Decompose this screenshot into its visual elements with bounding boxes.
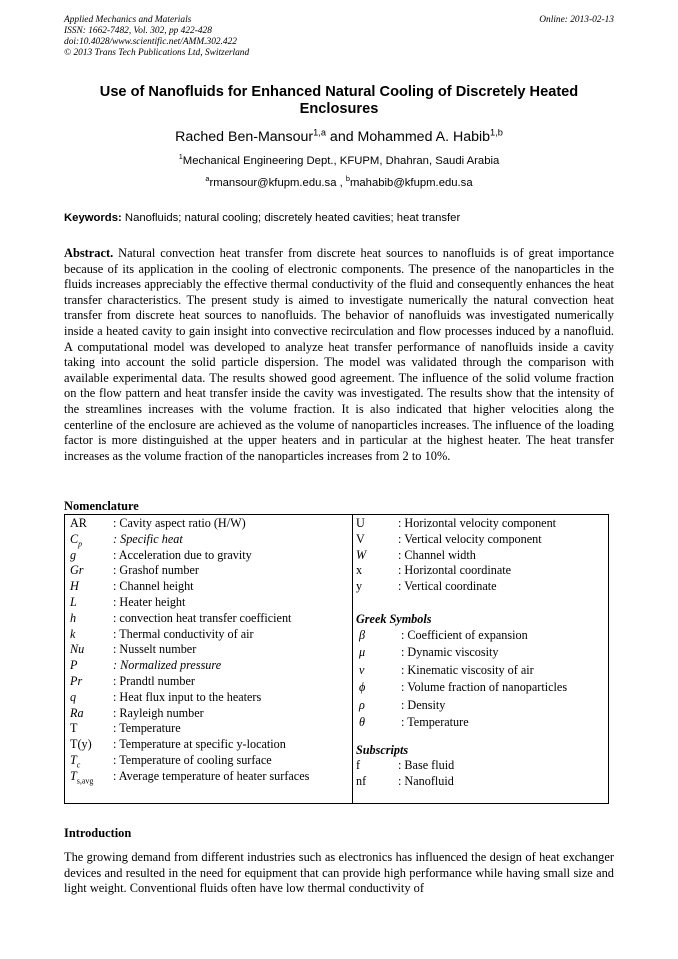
nom-symbol: y — [356, 579, 363, 594]
keywords-text: Nanofluids; natural cooling; discretely heated cavities; heat transfer — [121, 212, 461, 224]
nom-definition: : Normalized pressure — [113, 658, 222, 673]
nom-symbol: V — [356, 531, 365, 546]
nom-definition: : Vertical coordinate — [398, 579, 497, 594]
nomenclature-title: Nomenclature — [64, 499, 139, 513]
nomenclature-row — [70, 642, 352, 658]
abstract — [64, 246, 614, 464]
nom-definition: : Temperature — [401, 715, 469, 730]
nom-symbol: g — [70, 547, 77, 562]
nom-symbol: q — [70, 689, 77, 704]
nomenclature-row — [356, 758, 608, 774]
greek-symbols-heading: Greek Symbols — [356, 611, 432, 626]
nom-symbol: Nu — [70, 642, 85, 657]
nom-definition: : Acceleration due to gravity — [113, 547, 252, 562]
nom-definition: : Vertical velocity component — [398, 531, 542, 546]
nom-symbol: ρ — [359, 697, 365, 712]
nomenclature-row — [356, 679, 608, 697]
nomenclature-row — [356, 516, 608, 532]
nom-symbol: H — [70, 579, 79, 594]
nom-symbol: ϕ — [359, 680, 366, 695]
nomenclature-row — [70, 579, 352, 595]
nom-definition: : Nusselt number — [113, 642, 197, 657]
affiliation-text: Mechanical Engineering Dept., KFUPM, Dhahran, Saudi Arabia — [182, 155, 500, 167]
issn-line: ISSN: 1662-7482, Vol. 302, pp 422-428 — [64, 26, 212, 36]
nomenclature-row — [356, 563, 608, 579]
author-1: Rached Ben-Mansour — [175, 129, 314, 145]
spacer — [356, 732, 608, 742]
author-1-affil-mark: 1,a — [313, 127, 326, 138]
nom-definition: : Base fluid — [398, 757, 455, 772]
affiliation — [64, 152, 614, 167]
nom-symbol: Ra — [70, 705, 84, 720]
nom-symbol: k — [70, 626, 76, 641]
nom-symbol: P — [70, 658, 78, 673]
email-line — [64, 174, 614, 189]
author-conjunction: and — [325, 129, 358, 145]
nom-symbol: L — [70, 594, 77, 609]
nomenclature-row — [70, 611, 352, 627]
nomenclature-row — [70, 516, 352, 532]
keywords-label: Keywords: — [64, 212, 122, 224]
introduction-heading: Introduction — [64, 826, 132, 840]
nomenclature-row — [70, 595, 352, 611]
nom-definition: : Channel width — [398, 547, 476, 562]
nom-definition: : Heat flux input to the heaters — [113, 689, 262, 704]
nomenclature-row — [70, 674, 352, 690]
nom-symbol: θ — [359, 715, 365, 730]
nomenclature-row — [356, 774, 608, 790]
journal-name: Applied Mechanics and Materials — [64, 15, 192, 25]
nom-definition: : Specific heat — [113, 531, 183, 546]
nomenclature-row — [70, 769, 352, 785]
nomenclature-row — [70, 548, 352, 564]
nomenclature-left-column — [65, 515, 353, 803]
nom-symbol: $C_p$ — [70, 531, 83, 549]
nom-symbol: Pr — [70, 673, 83, 688]
nomenclature-row — [70, 737, 352, 753]
nomenclature-row — [70, 706, 352, 722]
nom-symbol: $T_{s,avg}$ — [70, 768, 94, 786]
email-a: rmansour@kfupm.edu.sa — [209, 177, 337, 189]
nomenclature-row — [356, 548, 608, 564]
nom-symbol: Gr — [70, 563, 84, 578]
email-b: mahabib@kfupm.edu.sa — [349, 177, 473, 189]
subscripts-heading: Subscripts — [356, 742, 409, 757]
nom-definition: : Heater height — [113, 594, 186, 609]
nomenclature-row — [356, 662, 608, 680]
nom-symbol: h — [70, 610, 77, 625]
nom-definition: : Kinematic viscosity of air — [401, 662, 534, 677]
keywords — [64, 212, 614, 224]
email-a-mark: a — [205, 174, 210, 184]
nom-definition: : Prandtl number — [113, 673, 195, 688]
nomenclature-row — [70, 721, 352, 737]
nom-definition: : Rayleigh number — [113, 705, 204, 720]
nomenclature-row — [356, 714, 608, 732]
nom-definition: : Temperature — [113, 721, 181, 736]
author-2: Mohammed A. Habib — [357, 129, 491, 145]
nom-symbol: μ — [359, 645, 366, 660]
nom-symbol: AR — [70, 516, 87, 530]
nom-definition: : convection heat transfer coefficient — [113, 610, 292, 625]
nomenclature-row — [70, 532, 352, 548]
email-separator: , — [336, 177, 346, 189]
nomenclature-table — [64, 514, 609, 804]
nom-definition: : Channel height — [113, 579, 194, 594]
nom-definition: : Nanofluid — [398, 773, 454, 788]
nom-definition: : Coefficient of expansion — [401, 627, 528, 642]
nom-symbol: ν — [359, 662, 365, 677]
introduction-text: The growing demand from different industries such as electronics has influenced the design of heat exchanger devices and resulted in the need for equipment that can provide high performance while having small size and light weight. Conventional fluids often have low thermal conductivity of — [64, 850, 614, 896]
nom-symbol: β — [359, 627, 366, 642]
nom-definition: : Horizontal coordinate — [398, 563, 512, 578]
nomenclature-right-column — [353, 515, 608, 803]
nom-symbol: f — [356, 757, 361, 772]
doi-line: doi:10.4028/www.scientific.net/AMM.302.422 — [64, 37, 237, 47]
email-b-mark: b — [345, 174, 350, 184]
nom-symbol: U — [356, 516, 365, 530]
nomenclature-row — [356, 644, 608, 662]
author-line — [64, 129, 614, 145]
nomenclature-row — [356, 627, 608, 645]
nomenclature-row — [356, 697, 608, 715]
nomenclature-row — [356, 579, 608, 595]
nom-symbol: nf — [356, 773, 367, 788]
nom-definition: : Temperature at specific y-location — [113, 737, 286, 752]
nom-definition: : Grashof number — [113, 563, 199, 578]
nom-definition: : Horizontal velocity component — [398, 516, 557, 530]
nom-definition: : Dynamic viscosity — [401, 645, 499, 660]
nom-symbol: $T_c$ — [70, 752, 81, 770]
online-date: Online: 2013-02-13 — [539, 15, 614, 25]
nom-definition: : Thermal conductivity of air — [113, 626, 254, 641]
nom-definition: : Volume fraction of nanoparticles — [401, 680, 568, 695]
nom-definition: : Average temperature of heater surfaces — [113, 768, 310, 783]
affiliation-mark: 1 — [178, 152, 183, 162]
nom-symbol: T(y) — [70, 737, 92, 752]
nomenclature-row — [70, 753, 352, 769]
nom-symbol: x — [356, 563, 363, 578]
nom-symbol: T — [70, 721, 78, 736]
spacer — [356, 595, 608, 611]
nom-symbol: W — [356, 547, 367, 562]
author-2-affil-mark: 1,b — [490, 127, 503, 138]
nom-definition: : Temperature of cooling surface — [113, 752, 272, 767]
nomenclature-row — [70, 563, 352, 579]
journal-header — [64, 15, 249, 59]
copyright-line: © 2013 Trans Tech Publications Ltd, Switzerland — [64, 48, 250, 58]
nom-definition: : Cavity aspect ratio (H/W) — [113, 516, 246, 530]
nomenclature-row — [70, 627, 352, 643]
abstract-text: Natural convection heat transfer from discrete heat sources to nanofluids is of great importance because of its application in the cooling of electronic components. The presence of the nanoparticles in the fluids increases appreciably the effective thermal conductivity of the fluid and consequently enhances the heat transfer characteristics. The present study is aimed to investigate numerically the natural convection heat transfer from discrete heat sources to nanofluids. The behavior of nanofluids was investigated numerically inside a heated cavity to gain insight into convective recirculation and flow processes induced by a nanofluid. A computational model was developed to analyze heat transfer performance of nanofluids inside a cavity taking into account the solid particle dispersion. The model was validated through the comparison with available experimental data. The results showed good agreement. The influence of the solid volume fraction on the flow pattern and heat transfer inside the cavity was investigated. The results show that the intensity of the streamlines increases with the volume fraction. It is also indicated that higher velocities along the centerline of the enclosure are achieved as the volume of nanoparticles increases. The influence of the loading factor is more distinguished at the upper heaters and in particular at the highest heater. The heat transfer increases as the volume fraction of the nanoparticles increases from 2 to 10%. — [64, 246, 614, 463]
nomenclature-row — [70, 658, 352, 674]
nomenclature-row — [356, 532, 608, 548]
nom-definition: : Density — [401, 697, 446, 712]
nomenclature-row — [70, 690, 352, 706]
paper-title: Use of Nanofluids for Enhanced Natural Cooling of Discretely Heated Enclosures — [99, 84, 579, 117]
abstract-label: Abstract. — [64, 246, 114, 260]
